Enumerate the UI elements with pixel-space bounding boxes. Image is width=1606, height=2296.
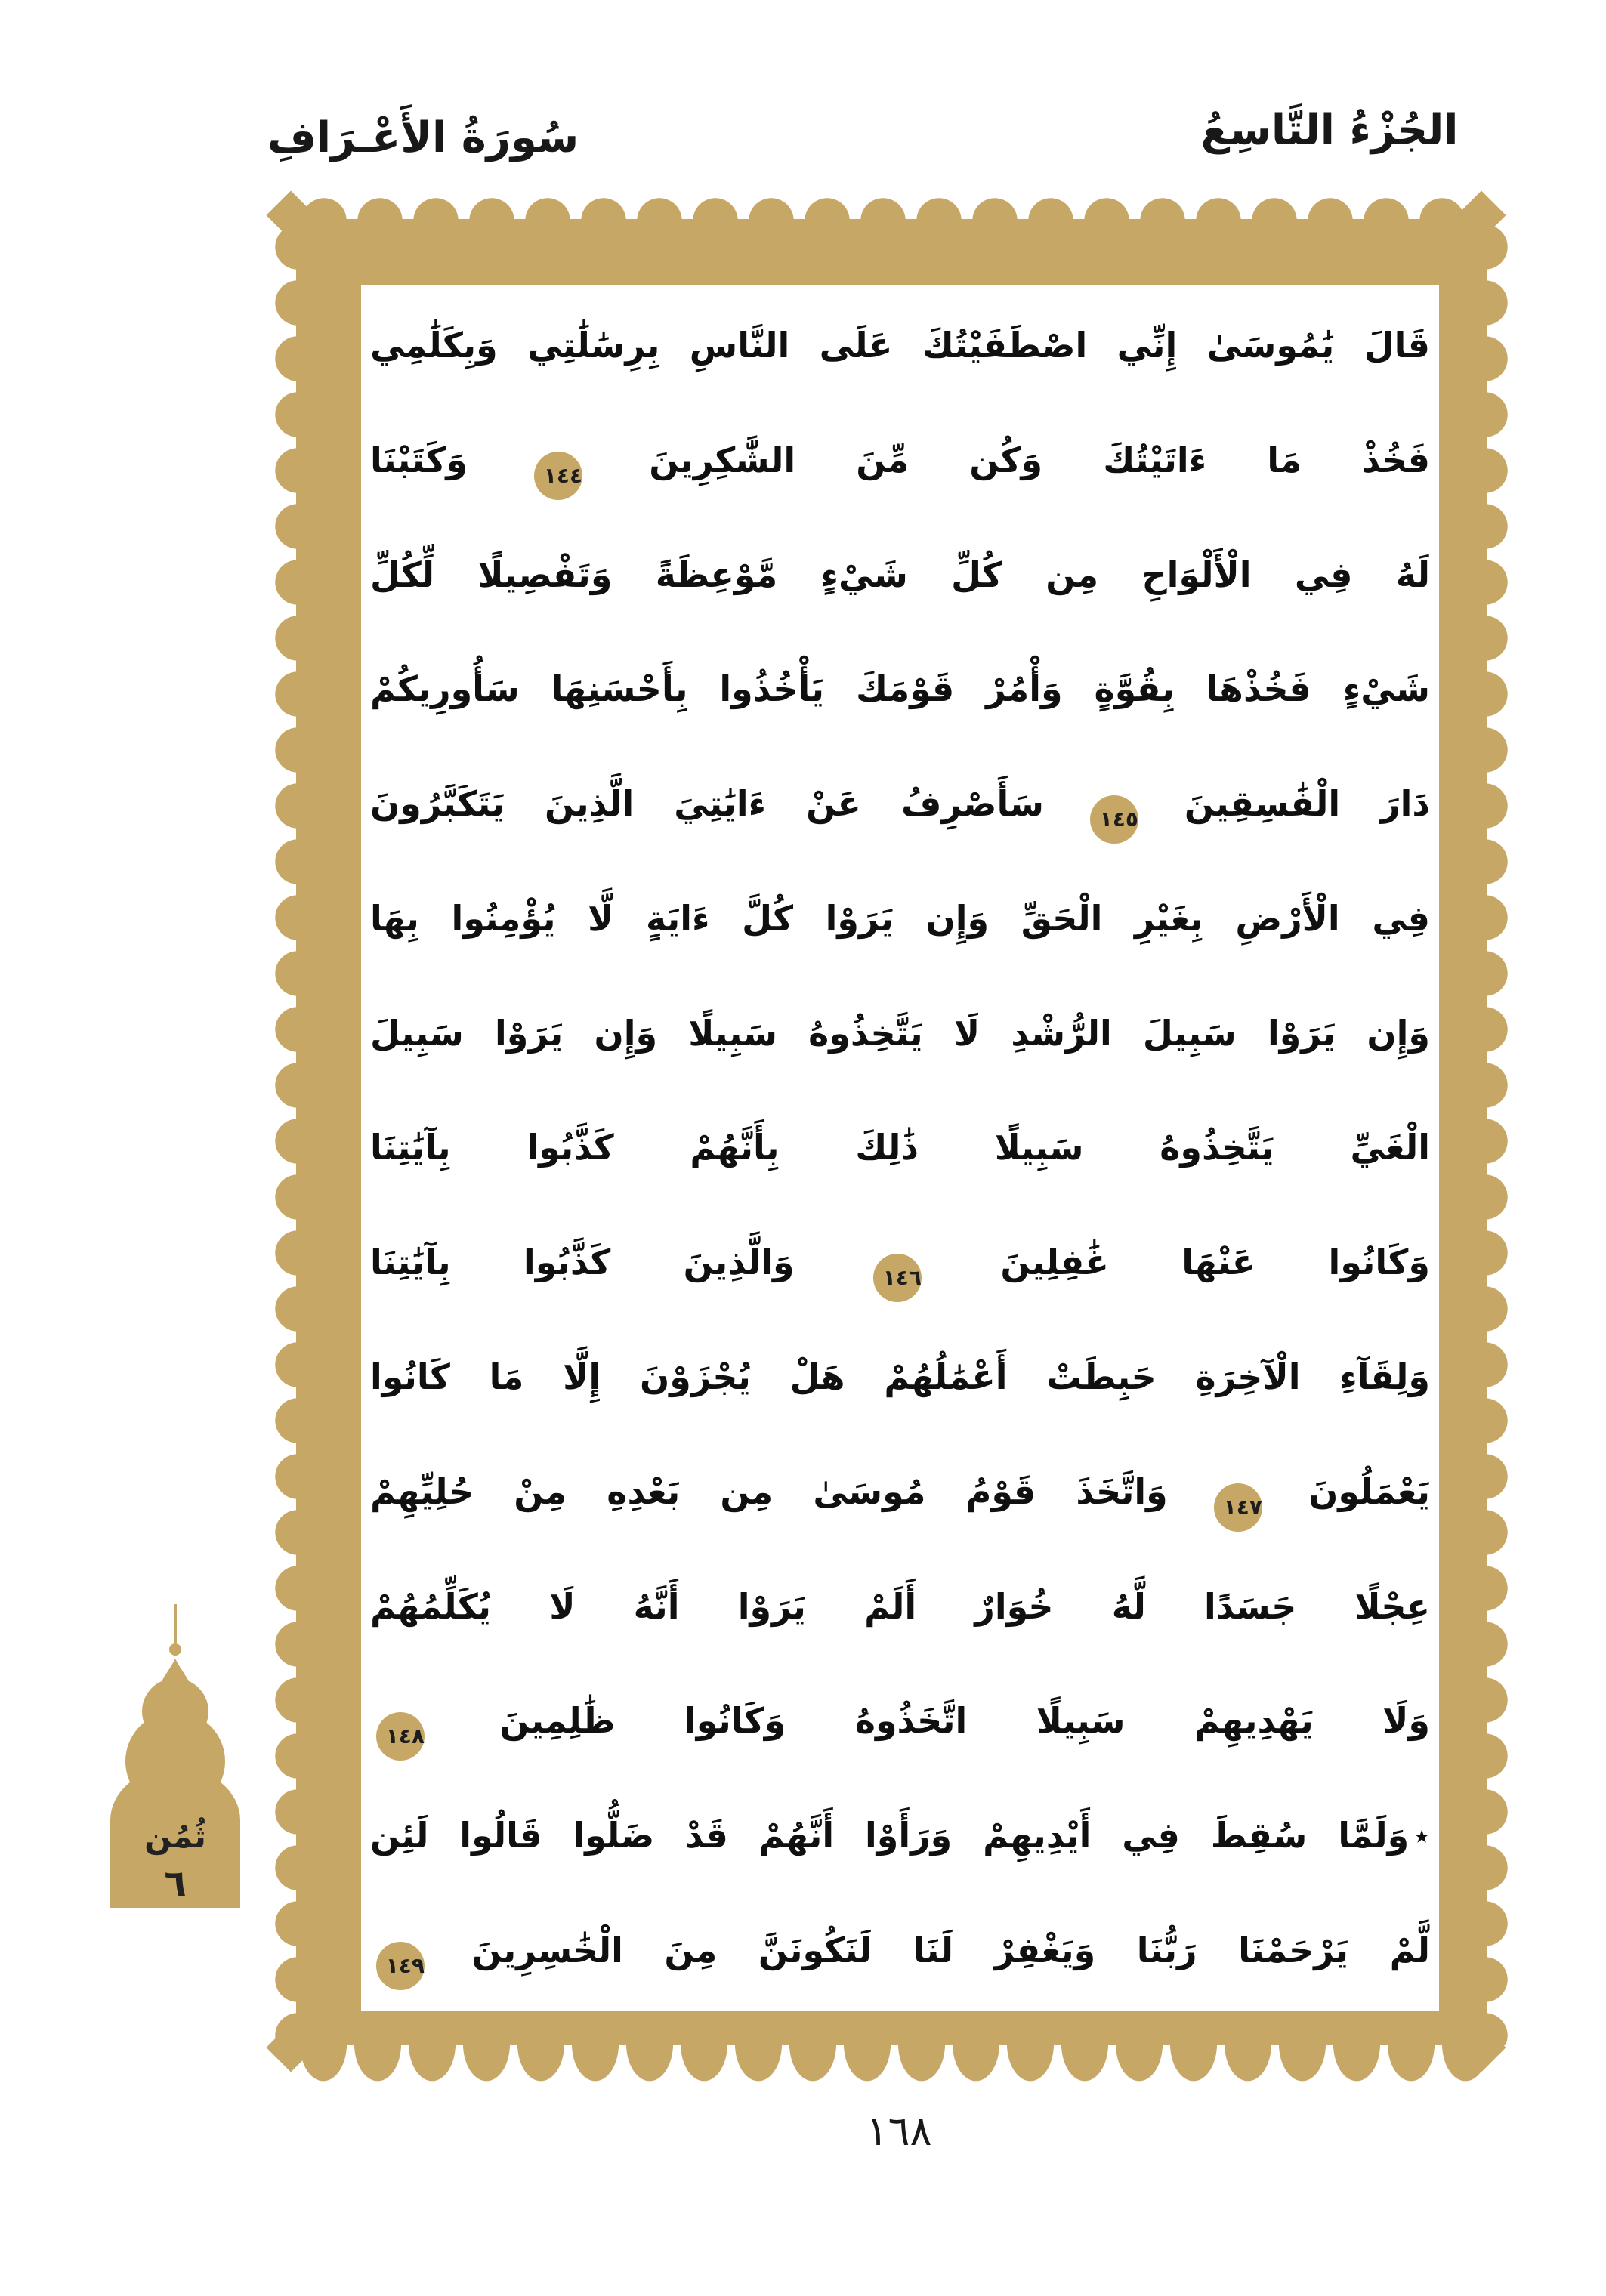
ayah-number-badge: ١٤٧ <box>1214 1483 1262 1532</box>
hizb-eighth-marker <box>95 1604 255 1914</box>
ayah-text: وَكَانُوا عَنْهَا غَٰفِلِينَ <box>1000 1242 1430 1283</box>
ayah-text: دَارَ الْفَٰسِقِينَ <box>1184 783 1430 825</box>
ayah-number-badge: ١٤٦ <box>873 1254 922 1302</box>
quran-line <box>370 1664 1430 1777</box>
ayah-text: وَلَا يَهْدِيهِمْ سَبِيلًا اتَّخَذُوهُ وَكَانُوا ظَٰلِمِينَ <box>499 1700 1430 1742</box>
quran-line <box>370 1205 1430 1319</box>
quran-line <box>370 1893 1430 2007</box>
ayah-text: شَيْءٍ فَخُذْهَا بِقُوَّةٍ وَأْمُرْ قَوْمَكَ يَأْخُذُوا بِأَحْسَنِهَا سَأُورِيكُمْ <box>370 668 1430 710</box>
ayah-number-badge: ١٤٥ <box>1090 795 1138 844</box>
surah-name-header: سُورَةُ الأَعْـرَافِ <box>267 113 579 162</box>
quran-line <box>370 1091 1430 1204</box>
ayah-text: وَكَتَبْنَا <box>370 439 468 480</box>
quran-text-block <box>370 289 1430 2007</box>
quran-line <box>370 1550 1430 1663</box>
ayah-text: لَهُ فِي الْأَلْوَاحِ مِن كُلِّ شَيْءٍ مَّوْعِظَةً وَتَفْصِيلًا لِّكُلِّ <box>370 554 1430 595</box>
ayah-text: فِي الْأَرْضِ بِغَيْرِ الْحَقِّ وَإِن يَرَوْا كُلَّ ءَايَةٍ لَّا يُؤْمِنُوا بِهَا <box>370 897 1430 939</box>
ayah-text: عِجْلًا جَسَدًا لَّهُ خُوَارٌ أَلَمْ يَرَوْا أَنَّهُ لَا يُكَلِّمُهُمْ <box>370 1585 1430 1627</box>
rub-el-hizb-icon: ٭ <box>1413 1819 1430 1854</box>
marker-label: ثُمُن <box>144 1818 206 1855</box>
frame-scallop-left <box>275 219 298 2045</box>
ayah-text: وَإِن يَرَوْا سَبِيلَ الرُّشْدِ لَا يَتَّخِذُوهُ سَبِيلًا وَإِن يَرَوْا سَبِيلَ <box>370 1012 1430 1054</box>
quran-line <box>370 1779 1430 1892</box>
ayah-number-badge: ١٤٩ <box>376 1942 425 1990</box>
ayah-text: وَاتَّخَذَ قَوْمُ مُوسَىٰ مِن بَعْدِهِ مِنْ حُلِيِّهِمْ <box>370 1470 1168 1512</box>
ayah-text: قَالَ يَٰمُوسَىٰ إِنِّي اصْطَفَيْتُكَ عَلَى النَّاسِ بِرِسَٰلَٰتِي وَبِكَلَٰمِي <box>370 325 1430 366</box>
frame-scallop-bottom <box>296 2044 1487 2100</box>
marker-stem <box>174 1604 177 1643</box>
quran-line <box>370 632 1430 745</box>
quran-line <box>370 289 1430 402</box>
frame-scallop-top <box>296 198 1487 221</box>
quran-line <box>370 518 1430 631</box>
ayah-text: وَلِقَآءِ الْآخِرَةِ حَبِطَتْ أَعْمَٰلُهُمْ هَلْ يُجْزَوْنَ إِلَّا مَا كَانُوا <box>370 1356 1430 1398</box>
quran-line <box>370 862 1430 975</box>
ayah-text: وَلَمَّا سُقِطَ فِي أَيْدِيهِمْ وَرَأَوْا أَنَّهُمْ قَدْ ضَلُّوا قَالُوا لَئِن <box>370 1815 1410 1856</box>
ayah-text: وَالَّذِينَ كَذَّبُوا بِآيَٰتِنَا <box>370 1242 795 1283</box>
ayah-number-badge: ١٤٤ <box>534 452 582 500</box>
page-number: ١٦٨ <box>866 2107 932 2155</box>
marker-number: ٦ <box>164 1862 187 1905</box>
ayah-text: فَخُذْ مَا ءَاتَيْتُكَ وَكُن مِّنَ الشَّٰكِرِينَ <box>649 439 1430 480</box>
ayah-text: لَّمْ يَرْحَمْنَا رَبُّنَا وَيَغْفِرْ لَنَا لَنَكُونَنَّ مِنَ الْخَٰسِرِينَ <box>471 1929 1430 1970</box>
ayah-number-badge: ١٤٨ <box>376 1712 425 1761</box>
ayah-text: الْغَيِّ يَتَّخِذُوهُ سَبِيلًا ذَٰلِكَ بِأَنَّهُمْ كَذَّبُوا بِآيَٰتِنَا <box>370 1127 1430 1168</box>
ayah-text: يَعْمَلُونَ <box>1308 1470 1430 1512</box>
quran-line <box>370 1320 1430 1433</box>
quran-line <box>370 403 1430 517</box>
quran-line <box>370 977 1430 1090</box>
quran-line <box>370 1435 1430 1548</box>
frame-scallop-right <box>1485 219 1508 2045</box>
quran-line <box>370 747 1430 860</box>
ayah-text: سَأَصْرِفُ عَنْ ءَايَٰتِيَ الَّذِينَ يَتَكَبَّرُونَ <box>370 783 1044 825</box>
juz-name-header: الجُزْءُ التَّاسِعُ <box>1200 106 1459 155</box>
